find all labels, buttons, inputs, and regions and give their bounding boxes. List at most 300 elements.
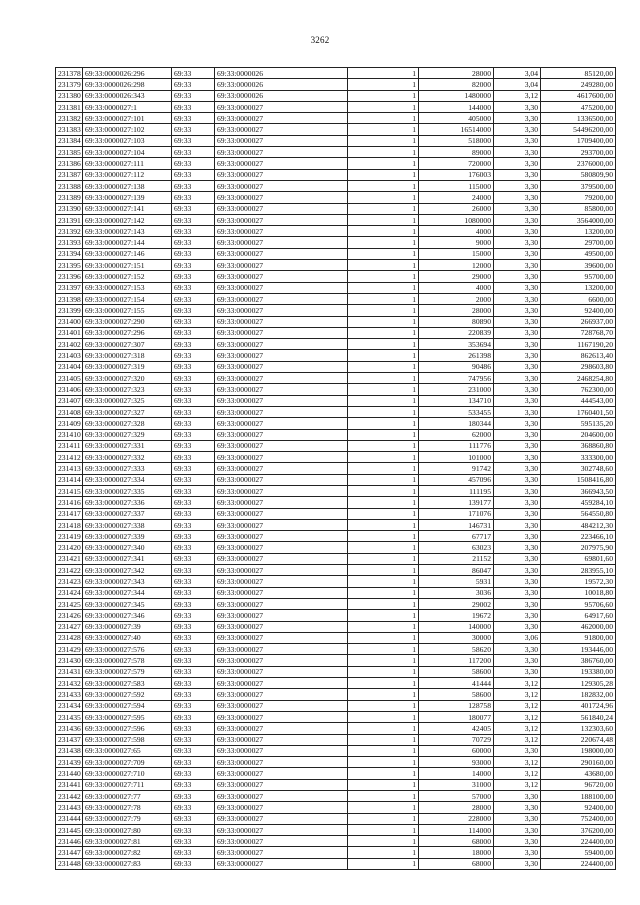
count-cell: 1 (348, 734, 419, 745)
cadastral-number-cell: 69:33:0000027:104 (83, 147, 172, 158)
count-cell: 1 (348, 293, 419, 304)
row-number-cell: 231412 (56, 452, 83, 463)
row-number-cell: 231417 (56, 508, 83, 519)
count-cell: 1 (348, 237, 419, 248)
rate-cell: 3,30 (494, 180, 541, 191)
area-cell: 28000 (419, 802, 494, 813)
cadastral-number-cell: 69:33:0000026:298 (83, 79, 172, 90)
cadastral-quarter-cell: 69:33:0000027 (215, 101, 348, 112)
table-row (56, 373, 616, 384)
cadastral-number-cell: 69:33:0000027:155 (83, 305, 172, 316)
cadastral-quarter-cell: 69:33:0000027 (215, 203, 348, 214)
region-code-cell: 69:33 (172, 519, 215, 530)
cadastral-number-cell: 69:33:0000027:576 (83, 644, 172, 655)
row-number-cell: 231385 (56, 147, 83, 158)
count-cell: 1 (348, 497, 419, 508)
table-row (56, 135, 616, 146)
value-cell: 366943,50 (541, 485, 616, 496)
value-cell: 54496200,00 (541, 124, 616, 135)
table-row (56, 858, 616, 869)
value-cell: 580809,90 (541, 169, 616, 180)
area-cell: 58600 (419, 689, 494, 700)
count-cell: 1 (348, 90, 419, 101)
rate-cell: 3,30 (494, 384, 541, 395)
table-row (56, 237, 616, 248)
value-cell: 13200,00 (541, 282, 616, 293)
area-cell: 82000 (419, 79, 494, 90)
cadastral-quarter-cell: 69:33:0000027 (215, 768, 348, 779)
count-cell: 1 (348, 169, 419, 180)
count-cell: 1 (348, 678, 419, 689)
region-code-cell: 69:33 (172, 745, 215, 756)
region-code-cell: 69:33 (172, 395, 215, 406)
region-code-cell: 69:33 (172, 79, 215, 90)
row-number-cell: 231444 (56, 813, 83, 824)
rate-cell: 3,30 (494, 169, 541, 180)
value-cell: 220674,48 (541, 734, 616, 745)
value-cell: 188100,00 (541, 791, 616, 802)
row-number-cell: 231416 (56, 497, 83, 508)
count-cell: 1 (348, 779, 419, 790)
table-row (56, 158, 616, 169)
row-number-cell: 231447 (56, 847, 83, 858)
cadastral-quarter-cell: 69:33:0000027 (215, 678, 348, 689)
region-code-cell: 69:33 (172, 248, 215, 259)
row-number-cell: 231445 (56, 824, 83, 835)
row-number-cell: 231400 (56, 316, 83, 327)
cadastral-number-cell: 69:33:0000027:331 (83, 440, 172, 451)
cadastral-number-cell: 69:33:0000027:138 (83, 180, 172, 191)
value-cell: 10018,80 (541, 587, 616, 598)
table-row (56, 734, 616, 745)
area-cell: 29000 (419, 271, 494, 282)
area-cell: 261398 (419, 350, 494, 361)
table-row (56, 384, 616, 395)
area-cell: 533455 (419, 406, 494, 417)
rate-cell: 3,30 (494, 587, 541, 598)
cadastral-quarter-cell: 69:33:0000027 (215, 135, 348, 146)
cadastral-quarter-cell: 69:33:0000027 (215, 395, 348, 406)
table-row (56, 169, 616, 180)
value-cell: 198000,00 (541, 745, 616, 756)
value-cell: 444543,00 (541, 395, 616, 406)
table-row (56, 90, 616, 101)
value-cell: 182832,00 (541, 689, 616, 700)
area-cell: 24000 (419, 192, 494, 203)
cadastral-number-cell: 69:33:0000027:81 (83, 836, 172, 847)
row-number-cell: 231396 (56, 271, 83, 282)
table-row (56, 802, 616, 813)
cadastral-number-cell: 69:33:0000027:39 (83, 621, 172, 632)
table-row (56, 203, 616, 214)
rate-cell: 3,30 (494, 147, 541, 158)
row-number-cell: 231436 (56, 723, 83, 734)
area-cell: 134710 (419, 395, 494, 406)
value-cell: 92400,00 (541, 305, 616, 316)
cadastral-number-cell: 69:33:0000027:333 (83, 463, 172, 474)
value-cell: 386760,00 (541, 655, 616, 666)
cadastral-quarter-cell: 69:33:0000027 (215, 169, 348, 180)
table-row (56, 565, 616, 576)
cadastral-number-cell: 69:33:0000027:146 (83, 248, 172, 259)
cadastral-quarter-cell: 69:33:0000027 (215, 260, 348, 271)
area-cell: 58600 (419, 666, 494, 677)
row-number-cell: 231387 (56, 169, 83, 180)
area-cell: 89000 (419, 147, 494, 158)
region-code-cell: 69:33 (172, 406, 215, 417)
region-code-cell: 69:33 (172, 632, 215, 643)
count-cell: 1 (348, 610, 419, 621)
cadastral-number-cell: 69:33:0000027:151 (83, 260, 172, 271)
cadastral-quarter-cell: 69:33:0000027 (215, 734, 348, 745)
table-row (56, 768, 616, 779)
area-cell: 720000 (419, 158, 494, 169)
value-cell: 95706,60 (541, 598, 616, 609)
cadastral-number-cell: 69:33:0000026:343 (83, 90, 172, 101)
row-number-cell: 231418 (56, 519, 83, 530)
table-row (56, 395, 616, 406)
region-code-cell: 69:33 (172, 282, 215, 293)
value-cell: 862613,40 (541, 350, 616, 361)
table-row (56, 147, 616, 158)
rate-cell: 3,30 (494, 305, 541, 316)
area-cell: 457096 (419, 474, 494, 485)
area-cell: 4000 (419, 226, 494, 237)
cadastral-number-cell: 69:33:0000027:338 (83, 519, 172, 530)
cadastral-quarter-cell: 69:33:0000027 (215, 361, 348, 372)
count-cell: 1 (348, 384, 419, 395)
table-row (56, 847, 616, 858)
count-cell: 1 (348, 813, 419, 824)
cadastral-quarter-cell: 69:33:0000027 (215, 666, 348, 677)
area-cell: 68000 (419, 858, 494, 869)
cadastral-quarter-cell: 69:33:0000027 (215, 621, 348, 632)
row-number-cell: 231411 (56, 440, 83, 451)
count-cell: 1 (348, 260, 419, 271)
cadastral-quarter-cell: 69:33:0000027 (215, 847, 348, 858)
value-cell: 2376000,00 (541, 158, 616, 169)
cadastral-quarter-cell: 69:33:0000027 (215, 474, 348, 485)
area-cell: 12000 (419, 260, 494, 271)
cadastral-number-cell: 69:33:0000027:307 (83, 339, 172, 350)
rate-cell: 3,12 (494, 700, 541, 711)
row-number-cell: 231431 (56, 666, 83, 677)
table-row (56, 68, 616, 79)
cadastral-number-cell: 69:33:0000027:77 (83, 791, 172, 802)
rate-cell: 3,30 (494, 101, 541, 112)
count-cell: 1 (348, 576, 419, 587)
region-code-cell: 69:33 (172, 192, 215, 203)
row-number-cell: 231379 (56, 79, 83, 90)
value-cell: 3564000,00 (541, 214, 616, 225)
area-cell: 26000 (419, 203, 494, 214)
value-cell: 462000,00 (541, 621, 616, 632)
value-cell: 293700,00 (541, 147, 616, 158)
table-row (56, 836, 616, 847)
value-cell: 728768,70 (541, 327, 616, 338)
table-row (56, 531, 616, 542)
region-code-cell: 69:33 (172, 474, 215, 485)
cadastral-quarter-cell: 69:33:0000027 (215, 305, 348, 316)
value-cell: 1760401,50 (541, 406, 616, 417)
value-cell: 484212,30 (541, 519, 616, 530)
count-cell: 1 (348, 791, 419, 802)
count-cell: 1 (348, 723, 419, 734)
rate-cell: 3,30 (494, 745, 541, 756)
area-cell: 146731 (419, 519, 494, 530)
cadastral-quarter-cell: 69:33:0000027 (215, 350, 348, 361)
count-cell: 1 (348, 429, 419, 440)
table-row (56, 260, 616, 271)
area-cell: 60000 (419, 745, 494, 756)
row-number-cell: 231388 (56, 180, 83, 191)
count-cell: 1 (348, 79, 419, 90)
row-number-cell: 231448 (56, 858, 83, 869)
region-code-cell: 69:33 (172, 791, 215, 802)
row-number-cell: 231437 (56, 734, 83, 745)
count-cell: 1 (348, 214, 419, 225)
area-cell: 180344 (419, 418, 494, 429)
value-cell: 475200,00 (541, 101, 616, 112)
row-number-cell: 231432 (56, 678, 83, 689)
cadastral-quarter-cell: 69:33:0000027 (215, 452, 348, 463)
count-cell: 1 (348, 418, 419, 429)
cadastral-quarter-cell: 69:33:0000027 (215, 406, 348, 417)
cadastral-quarter-cell: 69:33:0000027 (215, 519, 348, 530)
cadastral-number-cell: 69:33:0000027:336 (83, 497, 172, 508)
area-cell: 111195 (419, 485, 494, 496)
row-number-cell: 231434 (56, 700, 83, 711)
cadastral-number-cell: 69:33:0000027:323 (83, 384, 172, 395)
region-code-cell: 69:33 (172, 101, 215, 112)
table-row (56, 316, 616, 327)
rate-cell: 3,30 (494, 350, 541, 361)
cadastral-quarter-cell: 69:33:0000027 (215, 689, 348, 700)
table-row (56, 452, 616, 463)
value-cell: 752400,00 (541, 813, 616, 824)
cadastral-number-cell: 69:33:0000027:144 (83, 237, 172, 248)
cadastral-number-cell: 69:33:0000027:341 (83, 553, 172, 564)
cadastral-number-cell: 69:33:0000027:325 (83, 395, 172, 406)
value-cell: 290160,00 (541, 757, 616, 768)
value-cell: 368860,80 (541, 440, 616, 451)
cadastral-quarter-cell: 69:33:0000027 (215, 711, 348, 722)
region-code-cell: 69:33 (172, 644, 215, 655)
row-number-cell: 231386 (56, 158, 83, 169)
value-cell: 333300,00 (541, 452, 616, 463)
cadastral-number-cell: 69:33:0000027:329 (83, 429, 172, 440)
region-code-cell: 69:33 (172, 598, 215, 609)
count-cell: 1 (348, 147, 419, 158)
rate-cell: 3,30 (494, 655, 541, 666)
area-cell: 28000 (419, 305, 494, 316)
rate-cell: 3,30 (494, 791, 541, 802)
region-code-cell: 69:33 (172, 135, 215, 146)
cadastral-quarter-cell: 69:33:0000027 (215, 644, 348, 655)
cadastral-quarter-cell: 69:33:0000027 (215, 745, 348, 756)
count-cell: 1 (348, 135, 419, 146)
area-cell: 101000 (419, 452, 494, 463)
count-cell: 1 (348, 757, 419, 768)
region-code-cell: 69:33 (172, 779, 215, 790)
cadastral-number-cell: 69:33:0000027:318 (83, 350, 172, 361)
region-code-cell: 69:33 (172, 542, 215, 553)
cadastral-quarter-cell: 69:33:0000027 (215, 779, 348, 790)
cadastral-number-cell: 69:33:0000027:141 (83, 203, 172, 214)
region-code-cell: 69:33 (172, 576, 215, 587)
area-cell: 353694 (419, 339, 494, 350)
table-row (56, 757, 616, 768)
cadastral-number-cell: 69:33:0000027:40 (83, 632, 172, 643)
count-cell: 1 (348, 327, 419, 338)
table-row (56, 779, 616, 790)
table-row (56, 485, 616, 496)
rate-cell: 3,30 (494, 214, 541, 225)
table-row (56, 689, 616, 700)
row-number-cell: 231423 (56, 576, 83, 587)
count-cell: 1 (348, 655, 419, 666)
area-cell: 41444 (419, 678, 494, 689)
area-cell: 128758 (419, 700, 494, 711)
row-number-cell: 231443 (56, 802, 83, 813)
value-cell: 49500,00 (541, 248, 616, 259)
value-cell: 39600,00 (541, 260, 616, 271)
count-cell: 1 (348, 824, 419, 835)
cadastral-quarter-cell: 69:33:0000027 (215, 158, 348, 169)
count-cell: 1 (348, 621, 419, 632)
region-code-cell: 69:33 (172, 565, 215, 576)
cadastral-quarter-cell: 69:33:0000027 (215, 485, 348, 496)
count-cell: 1 (348, 68, 419, 79)
row-number-cell: 231414 (56, 474, 83, 485)
cadastral-number-cell: 69:33:0000026:296 (83, 68, 172, 79)
cadastral-number-cell: 69:33:0000027:139 (83, 192, 172, 203)
count-cell: 1 (348, 711, 419, 722)
cadastral-quarter-cell: 69:33:0000027 (215, 327, 348, 338)
row-number-cell: 231384 (56, 135, 83, 146)
count-cell: 1 (348, 373, 419, 384)
rate-cell: 3,12 (494, 90, 541, 101)
area-cell: 58620 (419, 644, 494, 655)
table-row (56, 113, 616, 124)
table-row (56, 519, 616, 530)
rate-cell: 3,30 (494, 531, 541, 542)
cadastral-number-cell: 69:33:0000027:328 (83, 418, 172, 429)
cadastral-number-cell: 69:33:0000027:82 (83, 847, 172, 858)
value-cell: 1508416,80 (541, 474, 616, 485)
region-code-cell: 69:33 (172, 621, 215, 632)
cadastral-quarter-cell: 69:33:0000027 (215, 384, 348, 395)
count-cell: 1 (348, 158, 419, 169)
region-code-cell: 69:33 (172, 260, 215, 271)
region-code-cell: 69:33 (172, 203, 215, 214)
table-row (56, 508, 616, 519)
area-cell: 231000 (419, 384, 494, 395)
table-row (56, 813, 616, 824)
rate-cell: 3,30 (494, 293, 541, 304)
value-cell: 1709400,00 (541, 135, 616, 146)
cadastral-quarter-cell: 69:33:0000027 (215, 700, 348, 711)
value-cell: 1167190,20 (541, 339, 616, 350)
region-code-cell: 69:33 (172, 655, 215, 666)
rate-cell: 3,30 (494, 452, 541, 463)
cadastral-quarter-cell: 69:33:0000026 (215, 68, 348, 79)
row-number-cell: 231407 (56, 395, 83, 406)
area-cell: 111776 (419, 440, 494, 451)
cadastral-number-cell: 69:33:0000027:598 (83, 734, 172, 745)
row-number-cell: 231383 (56, 124, 83, 135)
table-row (56, 429, 616, 440)
count-cell: 1 (348, 587, 419, 598)
value-cell: 85800,00 (541, 203, 616, 214)
value-cell: 249280,00 (541, 79, 616, 90)
area-cell: 115000 (419, 180, 494, 191)
cadastral-number-cell: 69:33:0000027:335 (83, 485, 172, 496)
area-cell: 139177 (419, 497, 494, 508)
register-table (55, 67, 616, 870)
count-cell: 1 (348, 542, 419, 553)
cadastral-number-cell: 69:33:0000027:80 (83, 824, 172, 835)
count-cell: 1 (348, 858, 419, 869)
table-row (56, 497, 616, 508)
count-cell: 1 (348, 565, 419, 576)
cadastral-number-cell: 69:33:0000027:596 (83, 723, 172, 734)
region-code-cell: 69:33 (172, 271, 215, 282)
area-cell: 31000 (419, 779, 494, 790)
row-number-cell: 231392 (56, 226, 83, 237)
rate-cell: 3,30 (494, 373, 541, 384)
count-cell: 1 (348, 531, 419, 542)
cadastral-number-cell: 69:33:0000027:340 (83, 542, 172, 553)
cadastral-quarter-cell: 69:33:0000027 (215, 226, 348, 237)
table-row (56, 440, 616, 451)
rate-cell: 3,30 (494, 610, 541, 621)
table-row (56, 214, 616, 225)
region-code-cell: 69:33 (172, 452, 215, 463)
table-row (56, 621, 616, 632)
value-cell: 2468254,80 (541, 373, 616, 384)
table-row (56, 124, 616, 135)
cadastral-quarter-cell: 69:33:0000027 (215, 316, 348, 327)
value-cell: 283955,10 (541, 565, 616, 576)
value-cell: 132303,60 (541, 723, 616, 734)
value-cell: 43680,00 (541, 768, 616, 779)
count-cell: 1 (348, 440, 419, 451)
count-cell: 1 (348, 316, 419, 327)
rate-cell: 3,30 (494, 836, 541, 847)
rate-cell: 3,30 (494, 858, 541, 869)
cadastral-quarter-cell: 69:33:0000027 (215, 192, 348, 203)
rate-cell: 3,30 (494, 226, 541, 237)
count-cell: 1 (348, 101, 419, 112)
rate-cell: 3,12 (494, 723, 541, 734)
cadastral-number-cell: 69:33:0000027:1 (83, 101, 172, 112)
cadastral-quarter-cell: 69:33:0000027 (215, 757, 348, 768)
value-cell: 96720,00 (541, 779, 616, 790)
area-cell: 93000 (419, 757, 494, 768)
table-row (56, 418, 616, 429)
row-number-cell: 231404 (56, 361, 83, 372)
area-cell: 16514000 (419, 124, 494, 135)
rate-cell: 3,30 (494, 519, 541, 530)
rate-cell: 3,30 (494, 282, 541, 293)
rate-cell: 3,30 (494, 508, 541, 519)
value-cell: 193380,00 (541, 666, 616, 677)
region-code-cell: 69:33 (172, 723, 215, 734)
cadastral-quarter-cell: 69:33:0000027 (215, 802, 348, 813)
cadastral-quarter-cell: 69:33:0000027 (215, 463, 348, 474)
region-code-cell: 69:33 (172, 384, 215, 395)
